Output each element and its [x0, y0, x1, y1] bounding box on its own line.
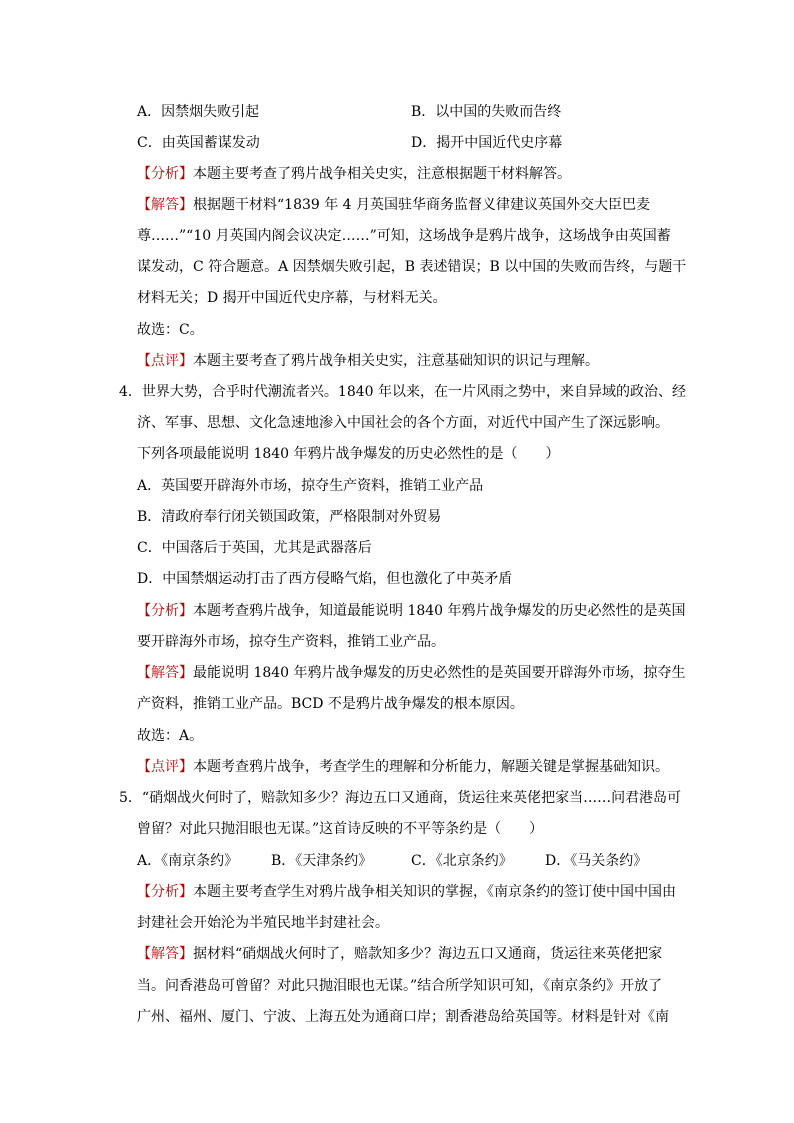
q3-option-a: A．因禁烟失败引起	[137, 104, 260, 120]
analysis-text: 本题主要考查学生对鸦片战争相关知识的掌握，《南京条约的签订使中国中国由	[193, 884, 676, 900]
q5-option-d: D．《马关条约》	[545, 853, 648, 869]
q4-option-d: D．中国禁烟运动打击了西方侵略气焰，但也激化了中英矛盾	[137, 571, 513, 587]
q3-analysis	[137, 164, 571, 184]
q5-answer-line-3: 广州、福州、厦门、宁波、上海五处为通商口岸；割香港岛给英国等。材料是针对《南	[137, 1009, 669, 1025]
answer-tag: 【解答】	[137, 665, 193, 681]
answer-tag: 【解答】	[137, 197, 193, 213]
analysis-tag: 【分析】	[137, 884, 193, 900]
q3-option-d: D．揭开中国近代史序幕	[411, 135, 563, 151]
comment-tag: 【点评】	[137, 353, 193, 369]
q4-answer-line-2: 产资料，推销工业产品。BCD 不是鸦片战争爆发的根本原因。	[137, 696, 524, 712]
q5-answer-line-2: 当。问香港岛可曾留？对此只抛泪眼也无谋。”结合所学知识可知，《南京条约》开放了	[137, 978, 663, 994]
answer-text: 最能说明 1840 年鸦片战争爆发的历史必然性的是英国要开辟海外市场，掠夺生	[193, 665, 686, 681]
q4-stem-line-1: 4．世界大势，合乎时代潮流者兴。1840 年以来，在一片风雨之势中，来自异域的政治、经	[119, 384, 686, 400]
q5-option-b: B．《天津条约》	[271, 853, 373, 869]
comment-text: 本题考查鸦片战争，考查学生的理解和分析能力，解题关键是掌握基础知识。	[193, 759, 669, 775]
q5-answer-line-1	[137, 944, 662, 964]
q4-option-b: B．清政府奉行闭关锁国政策，严格限制对外贸易	[137, 509, 442, 525]
comment-tag: 【点评】	[137, 759, 193, 775]
q3-answer-line-1	[137, 195, 650, 215]
q5-analysis-line-1	[137, 882, 676, 902]
q4-analysis-line-2: 要开辟海外市场，掠夺生产资料，推销工业产品。	[137, 634, 445, 650]
q5-stem-line-1: 5．“硝烟战火何时了，赔款知多少？海边五口又通商，货运往来英佬把家当……问君港岛可	[119, 790, 682, 806]
q3-comment	[137, 351, 599, 371]
comment-text: 本题主要考查了鸦片战争相关史实，注意基础知识的识记与理解。	[193, 353, 599, 369]
answer-text: 根据题干材料“1839 年 4 月英国驻华商务监督义律建议英国外交大臣巴麦	[193, 197, 651, 213]
q3-option-b: B．以中国的失败而告终	[411, 104, 562, 120]
answer-tag: 【解答】	[137, 946, 193, 962]
q4-stem-line-2: 济、军事、思想、文化急速地渗入中国社会的各个方面，对近代中国产生了深远影响。	[137, 415, 669, 431]
q3-answer-line-3: 谋发动，C 符合题意。A 因禁烟失败引起，B 表述错误；B 以中国的失败而告终，与题干	[137, 259, 687, 275]
q4-comment	[137, 757, 669, 777]
q3-answer-line-2: 尊……”“10 月英国内阁会议决定……”可知，这场战争是鸦片战争，这场战争由英国蓄	[137, 228, 671, 244]
q4-stem-line-3: 下列各项最能说明 1840 年鸦片战争爆发的历史必然性的是（ ）	[137, 446, 560, 462]
q3-choose: 故选：C。	[137, 322, 204, 338]
analysis-text: 本题主要考查了鸦片战争相关史实，注意根据题干材料解答。	[193, 166, 571, 182]
q4-option-c: C．中国落后于英国，尤其是武器落后	[137, 540, 372, 556]
analysis-tag: 【分析】	[137, 166, 193, 182]
q3-answer-line-4: 材料无关；D 揭开中国近代史序幕，与材料无关。	[137, 290, 447, 306]
q5-stem-line-2: 曾留？对此只抛泪眼也无谋。”这首诗反映的不平等条约是（ ）	[137, 821, 544, 837]
q4-answer-line-1	[137, 663, 686, 683]
analysis-tag: 【分析】	[137, 603, 193, 619]
q3-option-c: C．由英国蓄谋发动	[137, 135, 260, 151]
answer-text: 据材料“硝烟战火何时了，赔款知多少？海边五口又通商，货运往来英佬把家	[193, 946, 663, 962]
q4-analysis-line-1	[137, 601, 686, 621]
q5-option-a: A．《南京条约》	[137, 853, 239, 869]
q5-option-c: C．《北京条约》	[411, 853, 513, 869]
q4-option-a: A．英国要开辟海外市场，掠夺生产资料，推销工业产品	[137, 478, 484, 494]
q5-analysis-line-2: 封建社会开始沦为半殖民地半封建社会。	[137, 915, 389, 931]
q4-choose: 故选：A。	[137, 728, 204, 744]
analysis-text: 本题考查鸦片战争，知道最能说明 1840 年鸦片战争爆发的历史必然性的是英国	[193, 603, 686, 619]
